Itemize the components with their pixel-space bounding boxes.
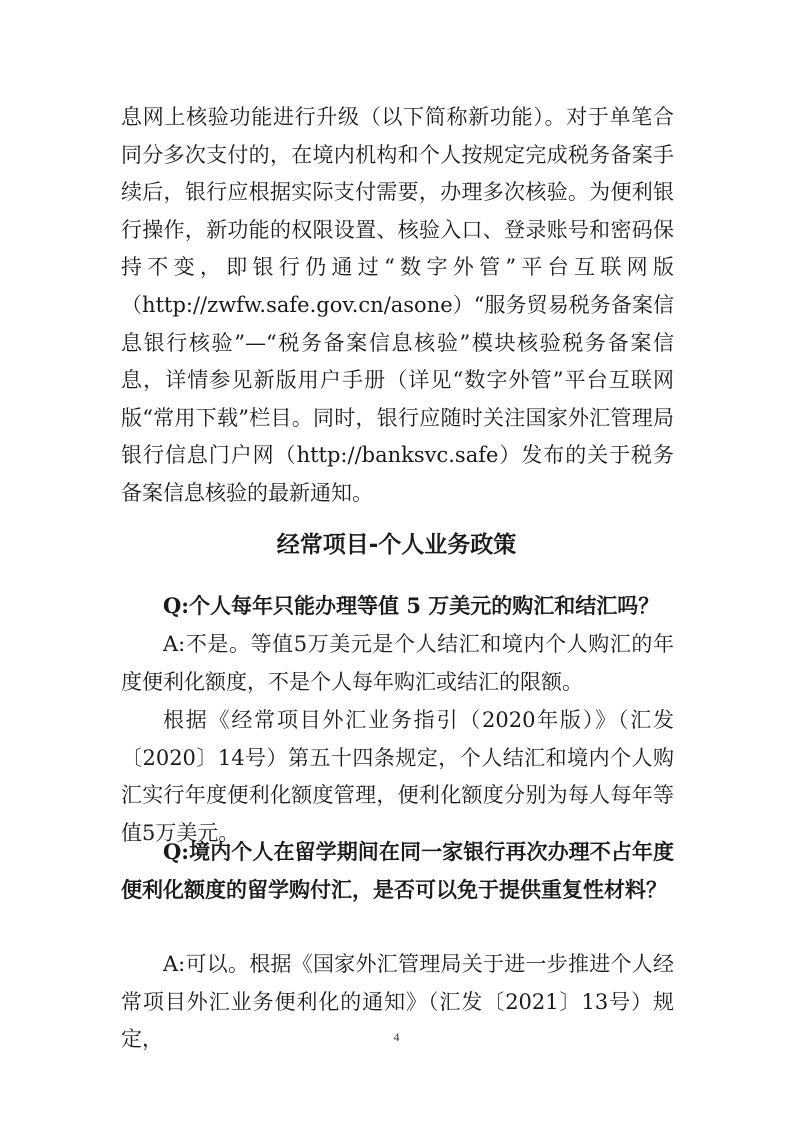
answer-1: A:不是。等值5万美元是个人结汇和境内个人购汇的年度便利化额度，不是个人每年购汇或结汇的限额。 <box>121 632 674 694</box>
answer-1-basis: 根据《经常项目外汇业务指引（2020年版）》（汇发〔2020〕14号）第五十四条规定，个人结汇和境内个人购汇实行年度便利化额度管理，便利化额度分别为每人每年等值5万美元。 <box>121 708 674 845</box>
question-1: Q:个人每年只能办理等值 5 万美元的购汇和结汇吗？ <box>163 593 660 618</box>
body-paragraph: 息网上核验功能进行升级（以下简称新功能）。对于单笔合同分多次支付的，在境内机构和个人按规定完成税务备案手续后，银行应根据实际支付需要，办理多次核验。为便利银行操作，新功能的权限设置、核验入口、登录账号和密码保持不变，即银行仍通过“数字外管”平台互联网版（http://zwfw.safe.gov.cn/asone）“服务贸易税务备案信息银行核验”—“税务备案信息核验”模块核验税务备案信息，详情参见新版用户手册（详见“数字外管”平台互联网版“常用下载”栏目。同时，银行应随时关注国家外汇管理局银行信息门户网（http://banksvc.safe）发布的关于税务备案信息核验的最新通知。 <box>121 105 674 505</box>
question-2: Q:境内个人在留学期间在同一家银行再次办理不占年度便利化额度的留学购付汇，是否可以免于提供重复性材料？ <box>121 839 674 902</box>
section-heading: 经常项目-个人业务政策 <box>276 532 517 558</box>
answer-2: A:可以。根据《国家外汇管理局关于进一步推进个人经常项目外汇业务便利化的通知》（汇发〔2021〕13号）规定， <box>121 952 674 1052</box>
page-number: 4 <box>393 1030 400 1044</box>
